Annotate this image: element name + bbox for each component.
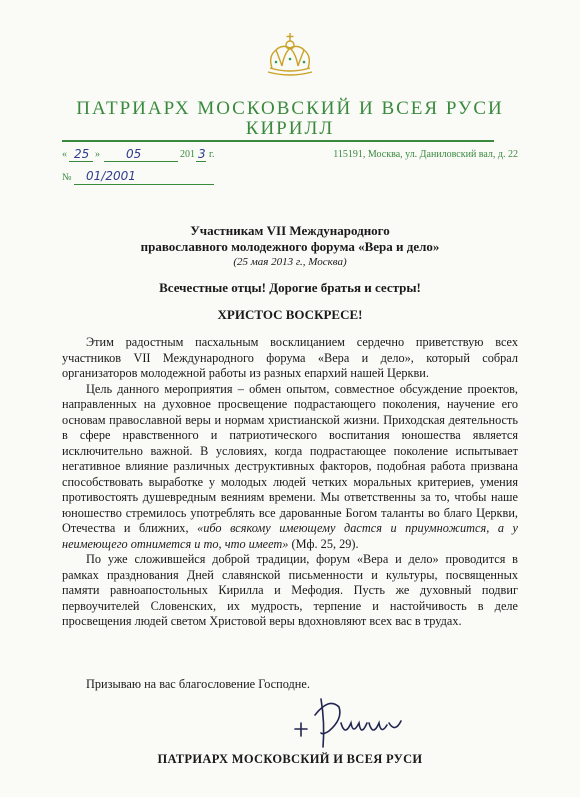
signature-title: ПАТРИАРХ МОСКОВСКИЙ И ВСЕЯ РУСИ bbox=[157, 752, 423, 766]
date-year-unit: г. bbox=[209, 149, 215, 160]
recipient-line1: Участникам VII Международного bbox=[190, 223, 390, 238]
letterhead-divider bbox=[62, 140, 494, 142]
date-month: 05 bbox=[126, 147, 142, 161]
greeting: Всечестные отцы! Дорогие братья и сестры! bbox=[159, 280, 421, 295]
scripture-reference: (Мф. 25, 29). bbox=[288, 536, 359, 551]
date-open-quote: « bbox=[62, 149, 67, 160]
number-value: 01/2001 bbox=[86, 169, 136, 183]
date-day-line bbox=[69, 161, 93, 162]
date-day: 25 bbox=[74, 147, 90, 161]
handwritten-signature bbox=[285, 693, 425, 753]
paragraph-2 bbox=[62, 382, 518, 553]
date-year-prefix: 201 bbox=[180, 149, 195, 160]
scripture-quote: «ибо всякому имеющему дастся и приумножится, а у неимеющего отнимется и то, что имеет» bbox=[62, 521, 518, 551]
letterhead-title: ПАТРИАРХ МОСКОВСКИЙ И ВСЕЯ РУСИ bbox=[76, 98, 504, 119]
recipient-line2: православного молодежного форума «Вера и дело» bbox=[140, 239, 440, 254]
paragraph-2-text: Цель данного мероприятия – обмен опытом, совместное обсуждение проектов, направленных на духовное просвещение подрастающего поколения, научение его основам православной веры и нормам христианской жизни. Приходская деятельность в сфере нравственного и патриотического воспитания юношества является исключительно важной. В условиях, когда подрастающее поколение испытывает негативное влияние различных деструктивных факторов, подобная работа призвана способствовать выработке у молодых людей четких моральных критериев, умения противостоять душевредным веяниям времени. Мы ответственны за то, чтобы наше юношество стремилось употреблять все дарованные Богом таланты во благо Церкви, Отечества и ближних, bbox=[62, 381, 518, 535]
number-line bbox=[74, 184, 214, 185]
date-close-quote: » bbox=[95, 149, 100, 160]
letterhead-name: КИРИЛЛ bbox=[245, 118, 335, 139]
date-year-line bbox=[196, 161, 206, 162]
date-month-line bbox=[104, 161, 178, 162]
closing-blessing: Призываю на вас благословение Господне. bbox=[86, 677, 310, 691]
letter-body bbox=[62, 335, 518, 630]
paragraph-1: Этим радостным пасхальным восклицанием сердечно приветствую всех участников VII Международного форума «Вера и дело», который собрал организаторов молодежной работы из разных епархий нашей Церкви. bbox=[62, 335, 518, 380]
letterhead-address: 115191, Москва, ул. Даниловский вал, д. 22 bbox=[333, 149, 518, 160]
date-year-suffix: 3 bbox=[198, 147, 206, 161]
recipient-date: (25 мая 2013 г., Москва) bbox=[233, 256, 347, 268]
exclamation: ХРИСТОС ВОСКРЕСЕ! bbox=[217, 307, 363, 322]
patriarch-crown-emblem bbox=[262, 32, 318, 78]
number-label: № bbox=[62, 172, 72, 183]
paragraph-3: По уже сложившейся доброй традиции, форум «Вера и дело» проводится в рамках празднования Дней славянской письменности и культуры, посвященных памяти равноапостольных Кирилла и Мефодия. Пусть же духовный подвиг первоучителей Словенских, их мудрость, терпение и настойчивость в деле просвещения людей светом Христовой веры вдохновляют всех вас в трудах. bbox=[62, 552, 518, 628]
